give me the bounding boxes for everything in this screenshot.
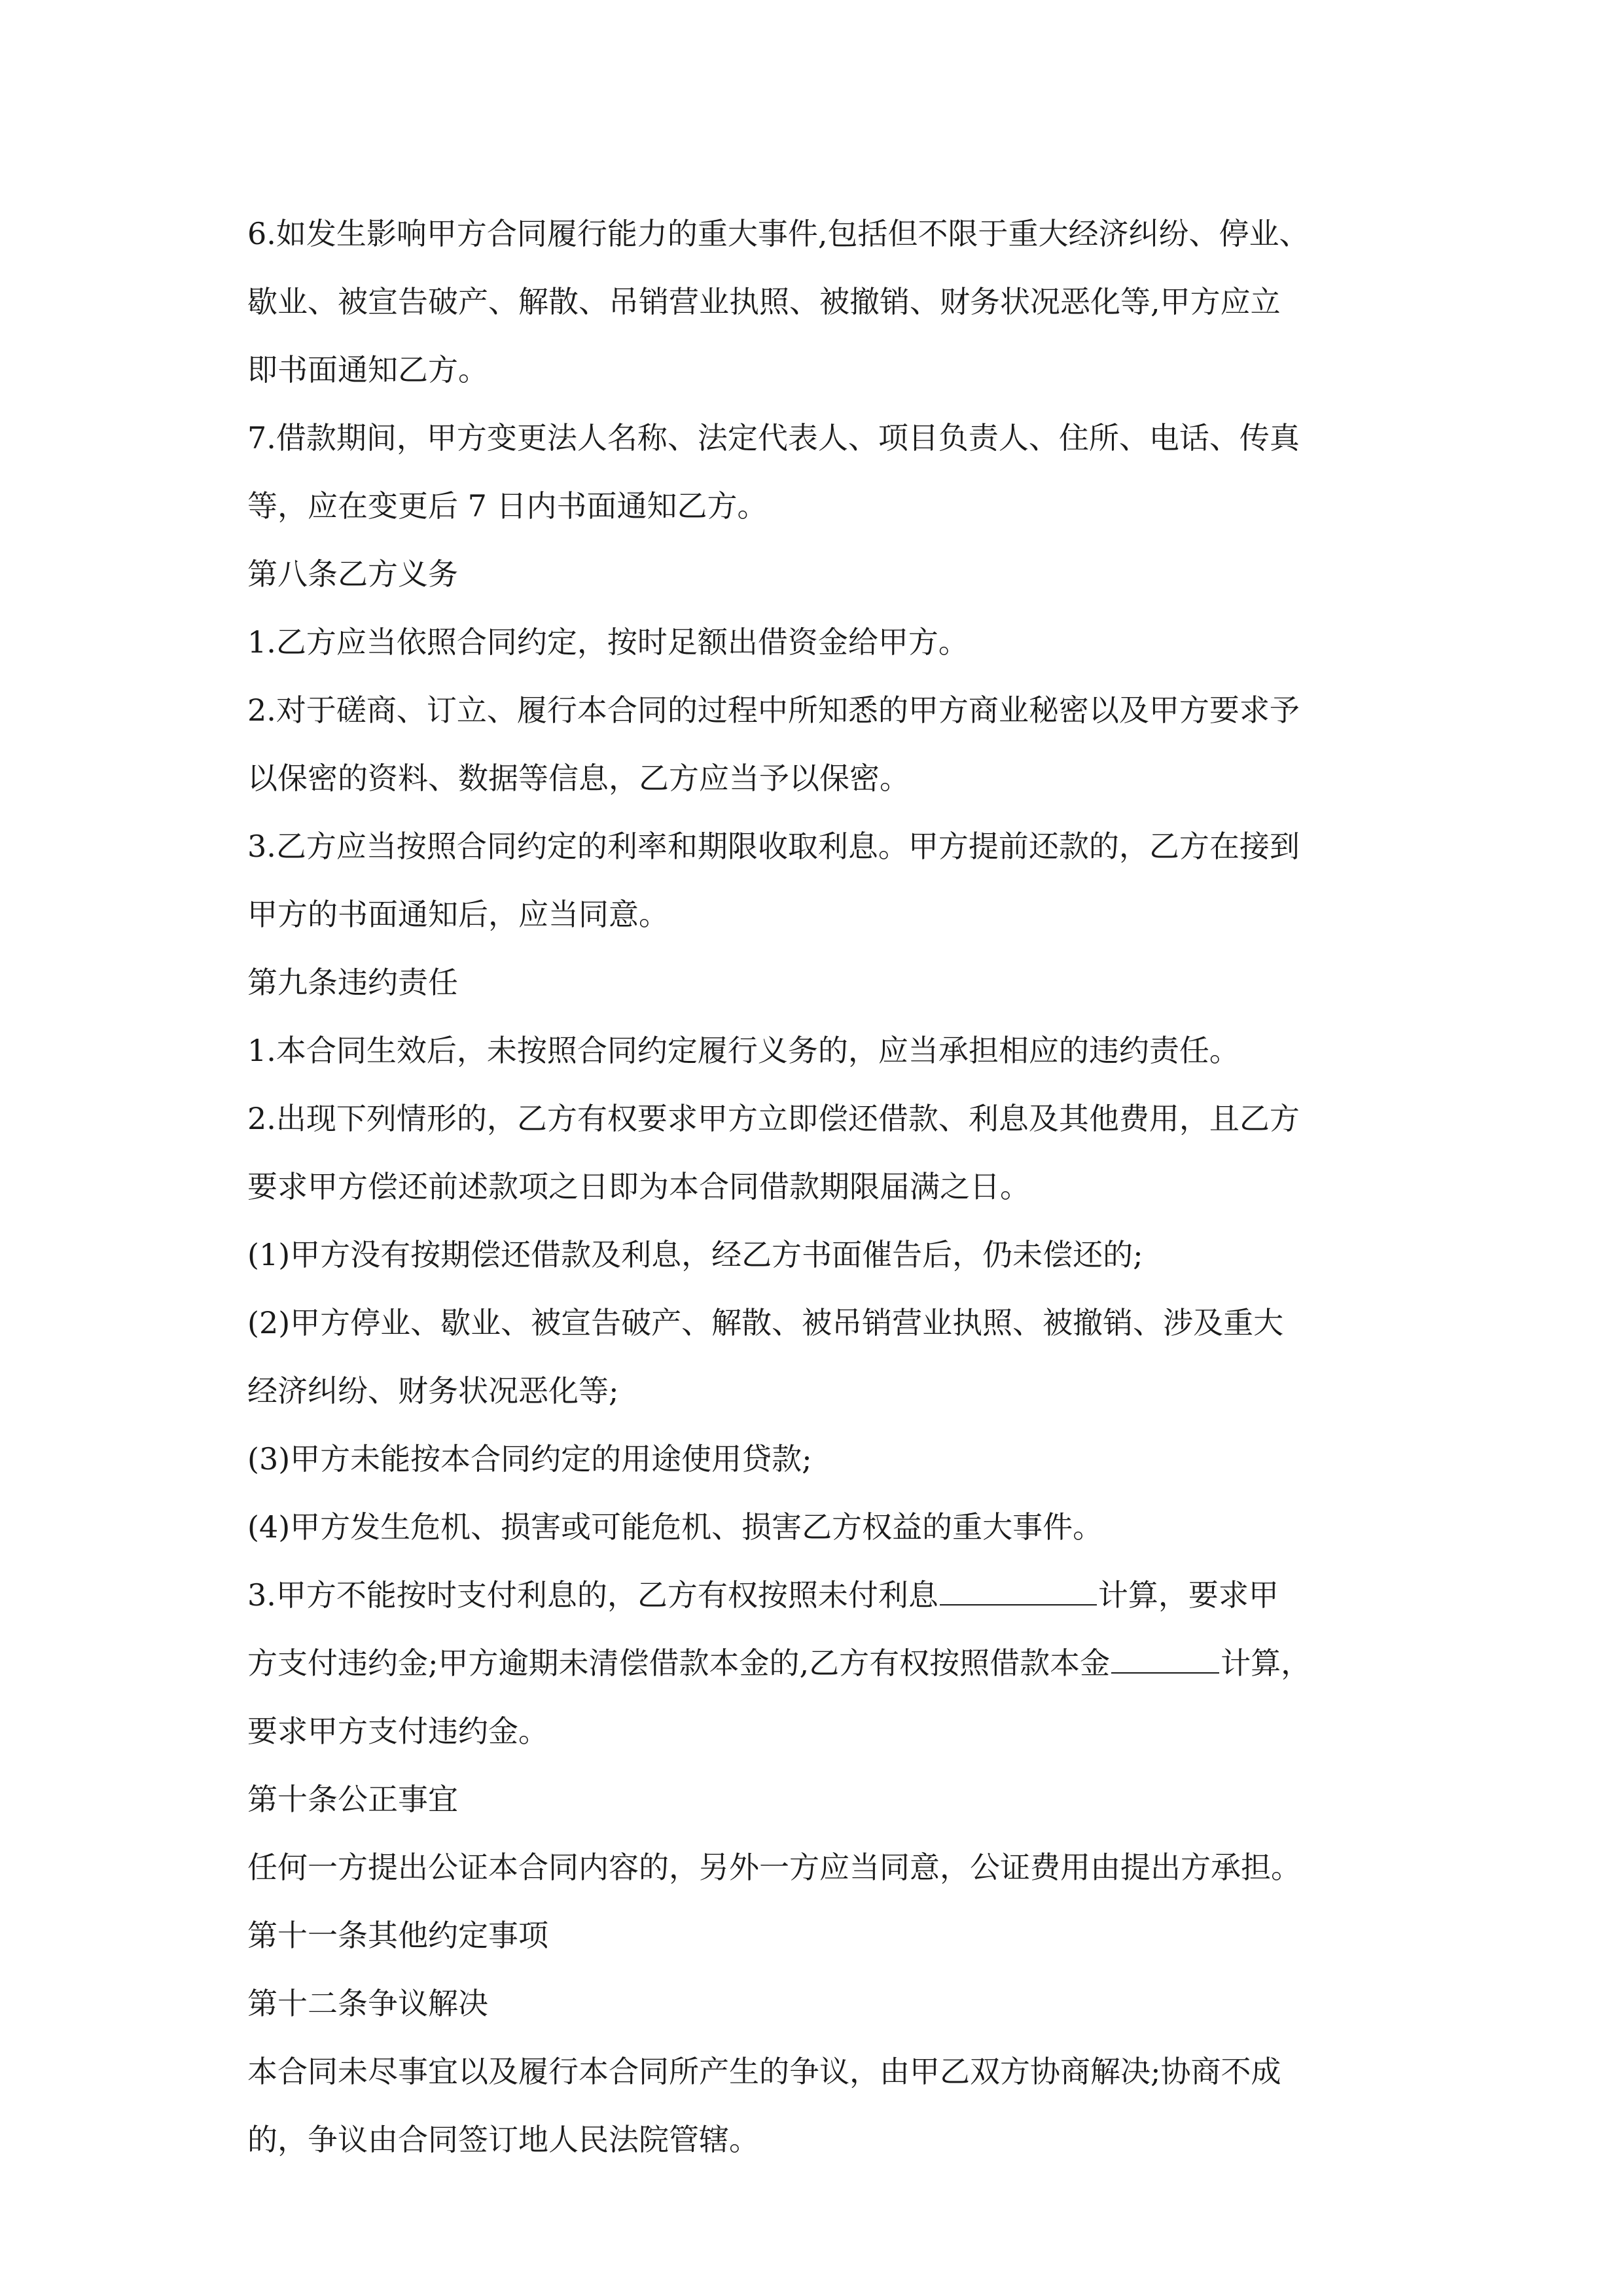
text-line: 等，应在变更后 7 日内书面通知乙方。	[247, 488, 768, 524]
text-line: 歇业、被宣告破产、解散、吊销营业执照、被撤销、财务状况恶化等,甲方应立	[247, 284, 1281, 319]
text-line: 即书面通知乙方。	[247, 352, 488, 387]
text-segment: 计算，	[1221, 1645, 1311, 1681]
text-line: 6.如发生影响甲方合同履行能力的重大事件,包括但不限于重大经济纠纷、停业、	[247, 216, 1310, 251]
text-line: 以保密的资料、数据等信息，乙方应当予以保密。	[247, 761, 910, 796]
section-heading-article-12: 第十二条争议解决	[247, 1986, 488, 2021]
text-segment: 3.甲方不能按时支付利息的，乙方有权按照未付利息	[247, 1577, 938, 1613]
text-line: 经济纠纷、财务状况恶化等;	[247, 1373, 619, 1408]
text-line: 任何一方提出公证本合同内容的，另外一方应当同意，公证费用由提出方承担。	[247, 1850, 1301, 1885]
section-heading-article-11: 第十一条其他约定事项	[247, 1918, 548, 1953]
text-line: 1.乙方应当依照合同约定，按时足额出借资金给甲方。	[247, 624, 969, 660]
text-line: 本合同未尽事宜以及履行本合同所产生的争议，由甲乙双方协商解决;协商不成	[247, 2054, 1281, 2089]
text-line: 3.乙方应当按照合同约定的利率和期限收取利息。甲方提前还款的，乙方在接到	[247, 829, 1300, 864]
text-line: 的，争议由合同签订地人民法院管辖。	[247, 2122, 759, 2157]
section-heading-article-9: 第九条违约责任	[247, 965, 458, 1000]
text-line: 甲方的书面通知后，应当同意。	[247, 897, 669, 932]
text-line-with-blank	[247, 1629, 1425, 1697]
text-line: (1)甲方没有按期偿还借款及利息，经乙方书面催告后，仍未偿还的;	[247, 1237, 1143, 1272]
section-heading-article-8: 第八条乙方义务	[247, 556, 458, 592]
text-line: (4)甲方发生危机、损害或可能危机、损害乙方权益的重大事件。	[247, 1509, 1103, 1545]
text-line: 要求甲方支付违约金。	[247, 1713, 548, 1749]
text-line-with-blank	[247, 1561, 1425, 1629]
text-line: 1.本合同生效后，未按照合同约定履行义务的，应当承担相应的违约责任。	[247, 1033, 1240, 1068]
text-line: (2)甲方停业、歇业、被宣告破产、解散、被吊销营业执照、被撤销、涉及重大	[247, 1305, 1284, 1340]
section-heading-article-10: 第十条公正事宜	[247, 1782, 458, 1817]
text-line: 2.对于磋商、订立、履行本合同的过程中所知悉的甲方商业秘密以及甲方要求予	[247, 692, 1300, 728]
text-line: 7.借款期间，甲方变更法人名称、法定代表人、项目负责人、住所、电话、传真	[247, 420, 1300, 456]
contract-body	[247, 200, 1425, 2174]
fill-in-blank-principal-rate[interactable]	[1111, 1646, 1219, 1674]
text-segment: 计算，要求甲	[1097, 1577, 1279, 1613]
text-line: (3)甲方未能按本合同约定的用途使用贷款;	[247, 1441, 812, 1477]
text-line: 要求甲方偿还前述款项之日即为本合同借款期限届满之日。	[247, 1169, 1030, 1204]
text-line: 2.出现下列情形的，乙方有权要求甲方立即偿还借款、利息及其他费用，且乙方	[247, 1101, 1300, 1136]
fill-in-blank-interest-rate[interactable]	[940, 1578, 1097, 1605]
text-segment: 方支付违约金;甲方逾期未清偿借款本金的,乙方有权按照借款本金	[247, 1645, 1111, 1681]
